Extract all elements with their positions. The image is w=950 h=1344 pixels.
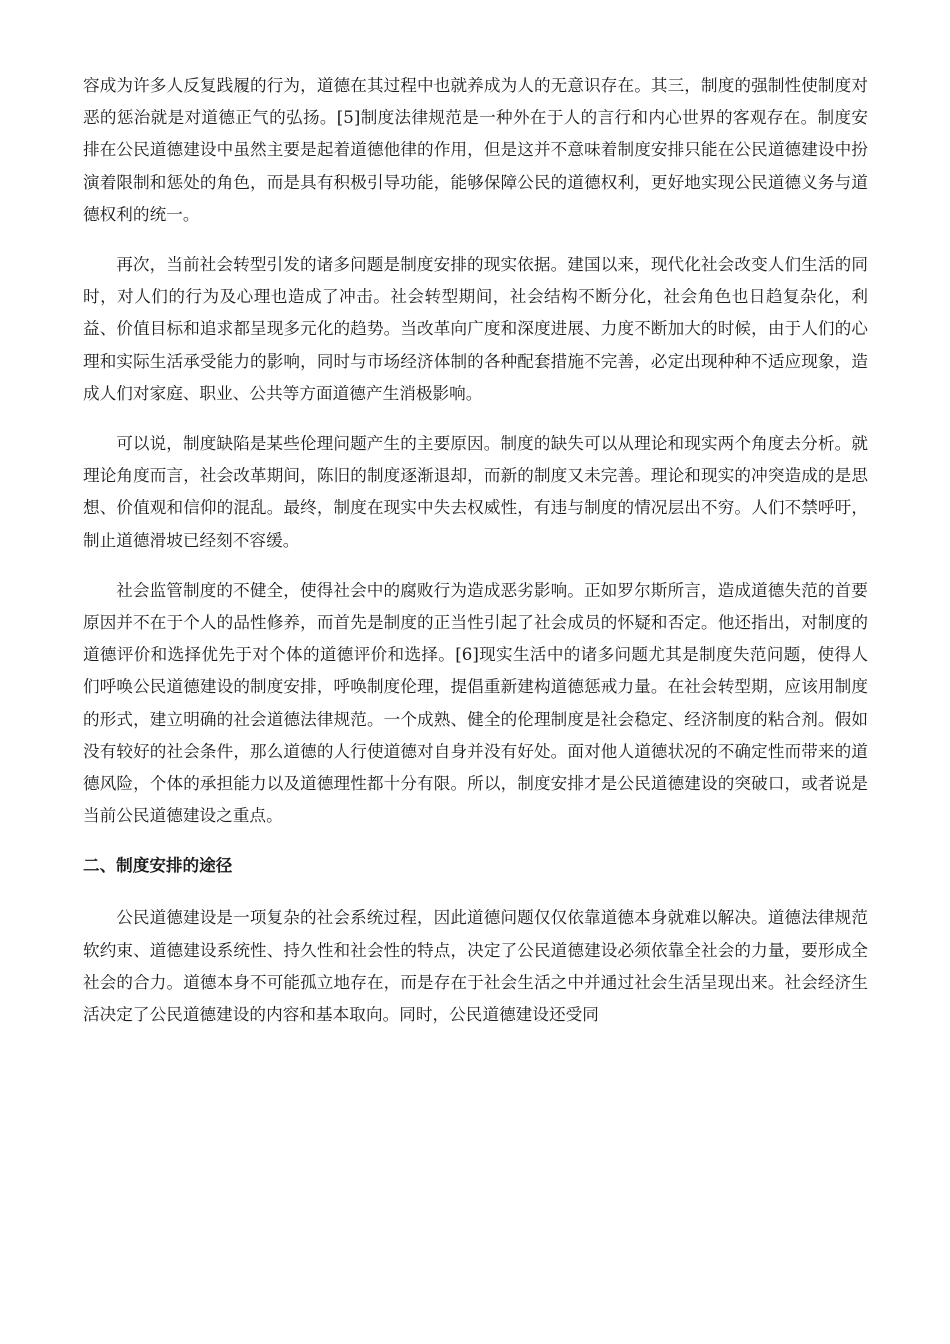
paragraph-social-transition: 再次，当前社会转型引发的诸多问题是制度安排的现实依据。建国以来，现代化社会改变人们生活的同时，对人们的行为及心理也造成了冲击。社会转型期间，社会结构不断分化，社会角色也日趋复杂化，利益、价值目标和追求都呈现多元化的趋势。当改革向广度和深度进展、力度不断加大的时候，由于人们的心理和实际生活承受能力的影响，同时与市场经济体制的各种配套措施不完善，必定出现种种不适应现象，造成人们对家庭、职业、公共等方面道德产生消极影响。 <box>83 255 868 403</box>
paragraph-institutional-defects: 可以说，制度缺陷是某些伦理问题产生的主要原因。制度的缺失可以从理论和现实两个角度去分析。就理论角度而言，社会改革期间，陈旧的制度逐渐退却，而新的制度又未完善。理论和现实的冲突造成的是思想、价值观和信仰的混乱。最终，制度在现实中失去权威性，有违与制度的情况层出不穷。人们不禁呼吁，制止道德滑坡已经刻不容缓。 <box>83 434 868 550</box>
paragraph-continued: 容成为许多人反复践履的行为，道德在其过程中也就养成为人的无意识存在。其三，制度的强制性使制度对恶的惩治就是对道德正气的弘扬。[5]制度法律规范是一种外在于人的言行和内心世界的客观存在。制度安排在公民道德建设中虽然主要是起着道德他律的作用，但是这并不意味着制度安排只能在公民道德建设中扮演着限制和惩处的角色，而是具有积极引导功能，能够保障公民的道德权利，更好地实现公民道德义务与道德权利的统一。 <box>83 76 868 224</box>
paragraph-moral-construction: 公民道德建设是一项复杂的社会系统过程，因此道德问题仅仅依靠道德本身就难以解决。道德法律规范软约束、道德建设系统性、持久性和社会性的特点，决定了公民道德建设必须依靠全社会的力量，要形成全社会的合力。道德本身不可能孤立地存在，而是存在于社会生活之中并通过社会生活呈现出来。社会经济生活决定了公民道德建设的内容和基本取向。同时，公民道德建设还受同 <box>83 908 868 1025</box>
document-body <box>83 70 868 1049</box>
paragraph-supervision-system: 社会监管制度的不健全，使得社会中的腐败行为造成恶劣影响。正如罗尔斯所言，造成道德失范的首要原因并不在于个人的品性修养，而首先是制度的正当性引起了社会成员的怀疑和否定。他还指出，对制度的道德评价和选择优先于对个体的道德评价和选择。[6]现实生活中的诸多问题尤其是制度失范问题，使得人们呼唤公民道德建设的制度安排，呼唤制度伦理，提倡重新建构道德惩戒力量。在社会转型期，应该用制度的形式，建立明确的社会道德法律规范。一个成熟、健全的伦理制度是社会稳定、经济制度的粘合剂。假如没有较好的社会条件，那么道德的人行使道德对自身并没有好处。面对他人道德状况的不确定性而带来的道德风险，个体的承担能力以及道德理性都十分有限。所以，制度安排才是公民道德建设的突破口，或者说是当前公民道德建设之重点。 <box>83 580 868 826</box>
section-heading: 二、制度安排的途径 <box>83 856 233 876</box>
